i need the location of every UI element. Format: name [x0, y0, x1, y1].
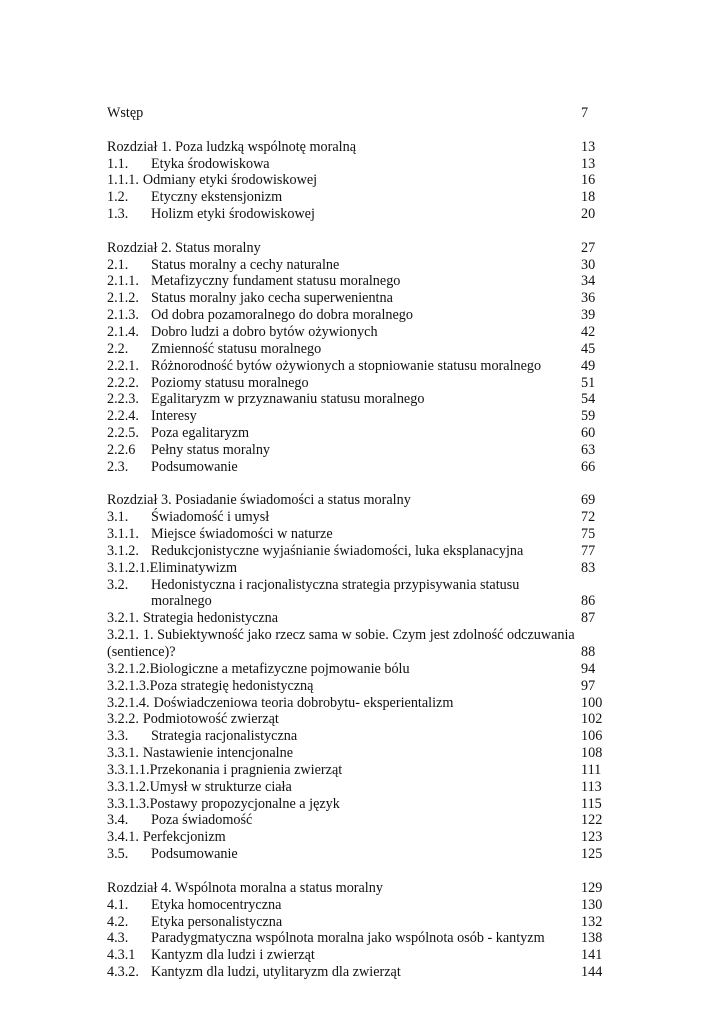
- toc-entry-page: 87: [581, 610, 596, 627]
- toc-entry-title: [151, 812, 581, 829]
- toc-entry: [107, 375, 611, 392]
- toc-entry-title: [107, 661, 581, 678]
- toc-entry-page: 45: [581, 340, 596, 357]
- toc-entry-page: 100: [581, 694, 603, 711]
- toc-entry-page: 94: [581, 660, 596, 677]
- toc-entry: [107, 206, 611, 223]
- toc-entry: [107, 543, 611, 560]
- toc-entry-number: 1.1.1.: [107, 172, 139, 189]
- toc-entry-title: [107, 762, 581, 779]
- toc-entry-continuation: (sentience)?: [107, 644, 176, 660]
- toc-entry-title: [107, 560, 581, 577]
- toc-entry: [107, 459, 611, 476]
- toc-entry-text: Holizm etyki środowiskowej: [151, 206, 315, 223]
- toc-entry-text: Nastawienie intencjonalne: [142, 745, 294, 762]
- toc-entry-page: 129: [581, 879, 603, 896]
- toc-entry-title: [107, 880, 581, 897]
- toc-entry: [107, 880, 611, 897]
- toc-entry-number: 2.2.2.: [107, 374, 139, 391]
- toc-entry-page: 13: [581, 138, 596, 155]
- toc-entry-number: 3.3.1.3.: [107, 795, 150, 812]
- toc-entry: [107, 408, 611, 425]
- toc-entry-number: 2.2.1.: [107, 357, 139, 374]
- toc-entry-number: 3.5.: [107, 846, 129, 863]
- toc-entry-page: 30: [581, 256, 596, 273]
- toc-entry-text: Pełny status moralny: [151, 441, 271, 458]
- toc-entry-text: Rozdział 2. Status moralny: [107, 239, 261, 256]
- toc-entry-number: 3.2.1.: [107, 627, 139, 644]
- toc-entry-title: [107, 240, 581, 257]
- toc-entry-number: 2.1.4.: [107, 323, 139, 340]
- toc-entry-page: 111: [581, 761, 602, 778]
- toc-entry-text: Redukcjonistyczne wyjaśnianie świadomości, luka eksplanacyjna: [151, 542, 524, 559]
- toc-entry-number: 4.3.2.: [107, 964, 139, 981]
- toc-entry-number: 4.1.: [107, 896, 129, 913]
- toc-entry-page: 72: [581, 509, 596, 526]
- toc-entry: [107, 526, 611, 543]
- toc-entry-text: Hedonistyczna i racjonalistyczna strategia przypisywania statusu: [151, 576, 520, 593]
- toc-entry: [107, 627, 611, 661]
- toc-entry-text: Odmiany etyki środowiskowej: [142, 172, 318, 189]
- toc-entry: [107, 728, 611, 745]
- toc-entry-number: 2.1.3.: [107, 307, 139, 324]
- toc-entry-page: 59: [581, 408, 596, 425]
- toc-entry-page: 7: [581, 105, 589, 121]
- toc-entry-title: [151, 189, 581, 206]
- toc-entry-page: 138: [581, 930, 603, 947]
- toc-entry-title: [107, 610, 581, 627]
- toc-entry: [107, 610, 611, 627]
- toc-entry-page: 88: [581, 644, 596, 660]
- toc-entry: [107, 711, 611, 728]
- toc-entry: [107, 897, 611, 914]
- toc-entry-number: 2.1.: [107, 256, 129, 273]
- toc-entry-page: 77: [581, 542, 596, 559]
- toc-entry-number: 2.1.2.: [107, 290, 139, 307]
- toc-entry-text: Zmienność statusu moralnego: [151, 340, 322, 357]
- toc-entry-number: 2.2.5.: [107, 425, 139, 442]
- toc-entry: [107, 779, 611, 796]
- toc-entry: [107, 678, 611, 695]
- toc-entry-page: 83: [581, 559, 596, 576]
- toc-entry: [107, 172, 611, 189]
- toc-entry-number: 2.2.: [107, 340, 129, 357]
- toc-entry: [107, 661, 611, 678]
- toc-entry-title: [151, 341, 581, 358]
- toc-entry-number: 3.3.1.1.: [107, 761, 150, 778]
- toc-entry-number: 3.1.1.: [107, 526, 139, 543]
- toc-entry-text: Poza świadomość: [151, 812, 253, 829]
- toc-entry-page: 16: [581, 172, 596, 189]
- toc-entry-text: Dobro ludzi a dobro bytów ożywionych: [151, 323, 378, 340]
- toc-entry-text: Świadomość i umysł: [151, 509, 270, 526]
- toc-entry-page: 132: [581, 913, 603, 930]
- toc-entry-page: 27: [581, 239, 596, 256]
- toc-entry-title: [151, 391, 581, 408]
- toc-entry-title: [151, 375, 581, 392]
- toc-entry-number: 3.2.2.: [107, 711, 139, 728]
- toc-entry-title: [107, 745, 581, 762]
- toc-entry-text: Rozdział 3. Posiadanie świadomości a status moralny: [107, 492, 411, 509]
- toc-entry-title: [107, 105, 581, 122]
- toc-entry-number: 2.2.3.: [107, 391, 139, 408]
- toc-entry-page: 144: [581, 964, 603, 981]
- toc-entry: [107, 745, 611, 762]
- toc-entry-text: Rozdział 4. Wspólnota moralna a status moralny: [107, 879, 383, 896]
- toc-entry: [107, 829, 611, 846]
- toc-entry-page: 42: [581, 323, 596, 340]
- toc-entry: [107, 307, 611, 324]
- toc-entry: [107, 914, 611, 931]
- toc-entry-text: Kantyzm dla ludzi, utylitaryzm dla zwierząt: [151, 964, 401, 981]
- toc-entry-number: 2.2.4.: [107, 408, 139, 425]
- toc-entry-text: Egalitaryzm w przyznawaniu statusu moralnego: [151, 391, 425, 408]
- toc-entry-number: 4.2.: [107, 913, 129, 930]
- toc-entry-text: Strategia hedonistyczna: [142, 610, 279, 627]
- toc-entry: [107, 341, 611, 358]
- toc-entry-page: 34: [581, 273, 596, 290]
- toc-entry-number: 3.1.2.: [107, 542, 139, 559]
- toc-entry-title: [151, 509, 581, 526]
- toc-entry: [107, 509, 611, 526]
- toc-entry-number: 1.2.: [107, 189, 129, 206]
- toc-entry-text: Etyka środowiskowa: [151, 155, 270, 172]
- toc-entry-page: 51: [581, 374, 596, 391]
- toc-entry-page: 69: [581, 492, 596, 509]
- toc-entry-number: 3.3.1.2.: [107, 778, 150, 795]
- toc-entry-number: 3.2.1.3.: [107, 677, 150, 694]
- toc-entry-page: 20: [581, 206, 596, 223]
- toc-entry-text: Miejsce świadomości w naturze: [151, 526, 333, 543]
- toc-entry-page: 60: [581, 425, 596, 442]
- table-of-contents: [107, 105, 611, 981]
- toc-entry-number: 3.1.2.1.: [107, 559, 150, 576]
- toc-entry-title: [151, 526, 581, 543]
- toc-entry-number: 3.3.: [107, 728, 129, 745]
- toc-entry-number: 3.4.1.: [107, 829, 139, 846]
- toc-entry-number: 1.3.: [107, 206, 129, 223]
- toc-entry-title: [107, 796, 581, 813]
- toc-entry-title: [151, 897, 581, 914]
- toc-entry: [107, 391, 611, 408]
- toc-entry-number: 2.1.1.: [107, 273, 139, 290]
- toc-entry-text: Podmiotowość zwierząt: [142, 711, 279, 728]
- toc-entry: [107, 796, 611, 813]
- toc-entry-page: 54: [581, 391, 596, 408]
- toc-entry-number: 3.2.1.: [107, 610, 139, 627]
- toc-entry-text: Etyka homocentryczna: [151, 896, 282, 913]
- toc-entry-title: [151, 728, 581, 745]
- toc-entry-title: [151, 846, 581, 863]
- toc-entry-text: Perfekcjonizm: [142, 829, 226, 846]
- toc-entry-title: [107, 627, 611, 661]
- toc-entry-title: [151, 947, 581, 964]
- toc-entry: [107, 240, 611, 257]
- toc-entry: [107, 695, 611, 712]
- toc-entry-text: Etyka personalistyczna: [151, 913, 283, 930]
- toc-entry-text: Podsumowanie: [151, 846, 238, 863]
- toc-entry-text: Poziomy statusu moralnego: [151, 374, 309, 391]
- toc-entry: [107, 846, 611, 863]
- toc-entry: [107, 812, 611, 829]
- toc-entry-page: 130: [581, 896, 603, 913]
- toc-entry-title: [151, 930, 581, 947]
- toc-entry-title: [107, 711, 581, 728]
- toc-entry-text: Poza strategię hedonistyczną: [149, 677, 314, 694]
- toc-entry-title: [107, 779, 581, 796]
- toc-entry-page: 125: [581, 846, 603, 863]
- toc-entry-number: 4.3.1: [107, 947, 136, 964]
- toc-entry: [107, 442, 611, 459]
- toc-entry-text: Wstęp: [107, 105, 144, 121]
- toc-entry-text: 1. Subiektywność jako rzecz sama w sobie. Czym jest zdolność odczuwania: [142, 627, 575, 644]
- toc-entry-text: Status moralny a cechy naturalne: [151, 256, 340, 273]
- toc-entry-title: [107, 139, 581, 156]
- toc-entry: [107, 156, 611, 173]
- toc-entry-text: Paradygmatyczna wspólnota moralna jako wspólnota osób - kantyzm: [151, 930, 545, 947]
- toc-entry-page: 106: [581, 728, 603, 745]
- toc-entry-text: Interesy: [151, 408, 197, 425]
- toc-entry-title: [151, 206, 581, 223]
- toc-entry-title: [151, 273, 581, 290]
- toc-entry: [107, 425, 611, 442]
- toc-entry-text: Strategia racjonalistyczna: [151, 728, 298, 745]
- toc-entry-title: [151, 442, 581, 459]
- toc-entry-text: Biologiczne a metafizyczne pojmowanie bólu: [149, 660, 410, 677]
- toc-entry: [107, 139, 611, 156]
- toc-entry-number: 2.3.: [107, 458, 129, 475]
- toc-entry-page: 49: [581, 357, 596, 374]
- toc-entry-page: 108: [581, 745, 603, 762]
- toc-entry-title: [107, 678, 581, 695]
- toc-entry-title: [107, 492, 581, 509]
- toc-entry-text: Podsumowanie: [151, 458, 238, 475]
- toc-entry-text: Różnorodność bytów ożywionych a stopniowanie statusu moralnego: [151, 357, 542, 374]
- toc-entry-text: Poza egalitaryzm: [151, 425, 250, 442]
- toc-entry-page: 39: [581, 307, 596, 324]
- toc-entry-title: [151, 459, 581, 476]
- toc-entry-number: 3.2.1.2.: [107, 660, 150, 677]
- toc-entry-text: Status moralny jako cecha superwenientna: [151, 290, 393, 307]
- toc-entry-continuation: moralnego: [151, 593, 212, 610]
- toc-entry: [107, 105, 611, 122]
- toc-entry-page: 13: [581, 155, 596, 172]
- toc-entry-text: Rozdział 1. Poza ludzką wspólnotę moralną: [107, 138, 357, 155]
- toc-entry: [107, 257, 611, 274]
- toc-entry-number: 3.2.1.4.: [107, 694, 150, 711]
- toc-entry-page: 123: [581, 829, 603, 846]
- toc-entry-title: [151, 358, 581, 375]
- toc-entry-page: 102: [581, 711, 603, 728]
- toc-entry-text: Umysł w strukturze ciała: [149, 778, 292, 795]
- toc-entry: [107, 560, 611, 577]
- toc-entry-text: Od dobra pozamoralnego do dobra moralnego: [151, 307, 413, 324]
- toc-entry: [107, 492, 611, 509]
- toc-entry-page: 122: [581, 812, 603, 829]
- toc-entry-text: Postawy propozycjonalne a język: [149, 795, 340, 812]
- toc-entry-title: [151, 425, 581, 442]
- toc-entry-title: [151, 290, 581, 307]
- toc-entry-text: Przekonania i pragnienia zwierząt: [149, 761, 343, 778]
- toc-entry: [107, 358, 611, 375]
- toc-entry-page: 36: [581, 290, 596, 307]
- toc-entry-page: 75: [581, 526, 596, 543]
- toc-entry-title: [151, 543, 581, 560]
- toc-entry: [107, 964, 611, 981]
- toc-entry-title: [151, 307, 581, 324]
- toc-entry-title: [107, 829, 581, 846]
- toc-entry-title: [107, 695, 581, 712]
- toc-entry-number: 3.4.: [107, 812, 129, 829]
- toc-entry-page: 86: [581, 593, 596, 610]
- toc-entry-number: 3.3.1.: [107, 745, 139, 762]
- toc-entry-title: [151, 324, 581, 341]
- toc-entry: [107, 273, 611, 290]
- toc-entry-title: [151, 964, 581, 981]
- toc-entry-title: [151, 408, 581, 425]
- toc-entry: [107, 762, 611, 779]
- toc-entry: [107, 577, 611, 611]
- toc-entry-page: 66: [581, 458, 596, 475]
- toc-entry-page: 18: [581, 189, 596, 206]
- toc-entry-text: Kantyzm dla ludzi i zwierząt: [151, 947, 315, 964]
- toc-entry-text: Etyczny ekstensjonizm: [151, 189, 283, 206]
- toc-entry-page: 115: [581, 795, 602, 812]
- toc-entry-text: Doświadczeniowa teoria dobrobytu- eksperientalizm: [153, 694, 454, 711]
- toc-entry-number: 3.2.: [107, 576, 129, 593]
- toc-entry-page: 63: [581, 441, 596, 458]
- toc-entry-title: [151, 914, 581, 931]
- toc-entry-number: 2.2.6: [107, 441, 136, 458]
- toc-entry-page: 113: [581, 778, 602, 795]
- toc-entry-title: [151, 577, 611, 611]
- toc-entry: [107, 324, 611, 341]
- toc-entry: [107, 189, 611, 206]
- toc-entry-page: 97: [581, 677, 596, 694]
- toc-entry-number: 4.3.: [107, 930, 129, 947]
- toc-entry-number: 3.1.: [107, 509, 129, 526]
- toc-entry-text: Eliminatywizm: [149, 559, 238, 576]
- toc-entry-title: [107, 172, 581, 189]
- toc-entry: [107, 290, 611, 307]
- toc-entry-title: [151, 257, 581, 274]
- toc-entry-title: [151, 156, 581, 173]
- toc-entry-page: 141: [581, 947, 603, 964]
- toc-entry: [107, 930, 611, 947]
- toc-entry: [107, 947, 611, 964]
- toc-entry-text: Metafizyczny fundament statusu moralnego: [151, 273, 401, 290]
- toc-entry-number: 1.1.: [107, 155, 129, 172]
